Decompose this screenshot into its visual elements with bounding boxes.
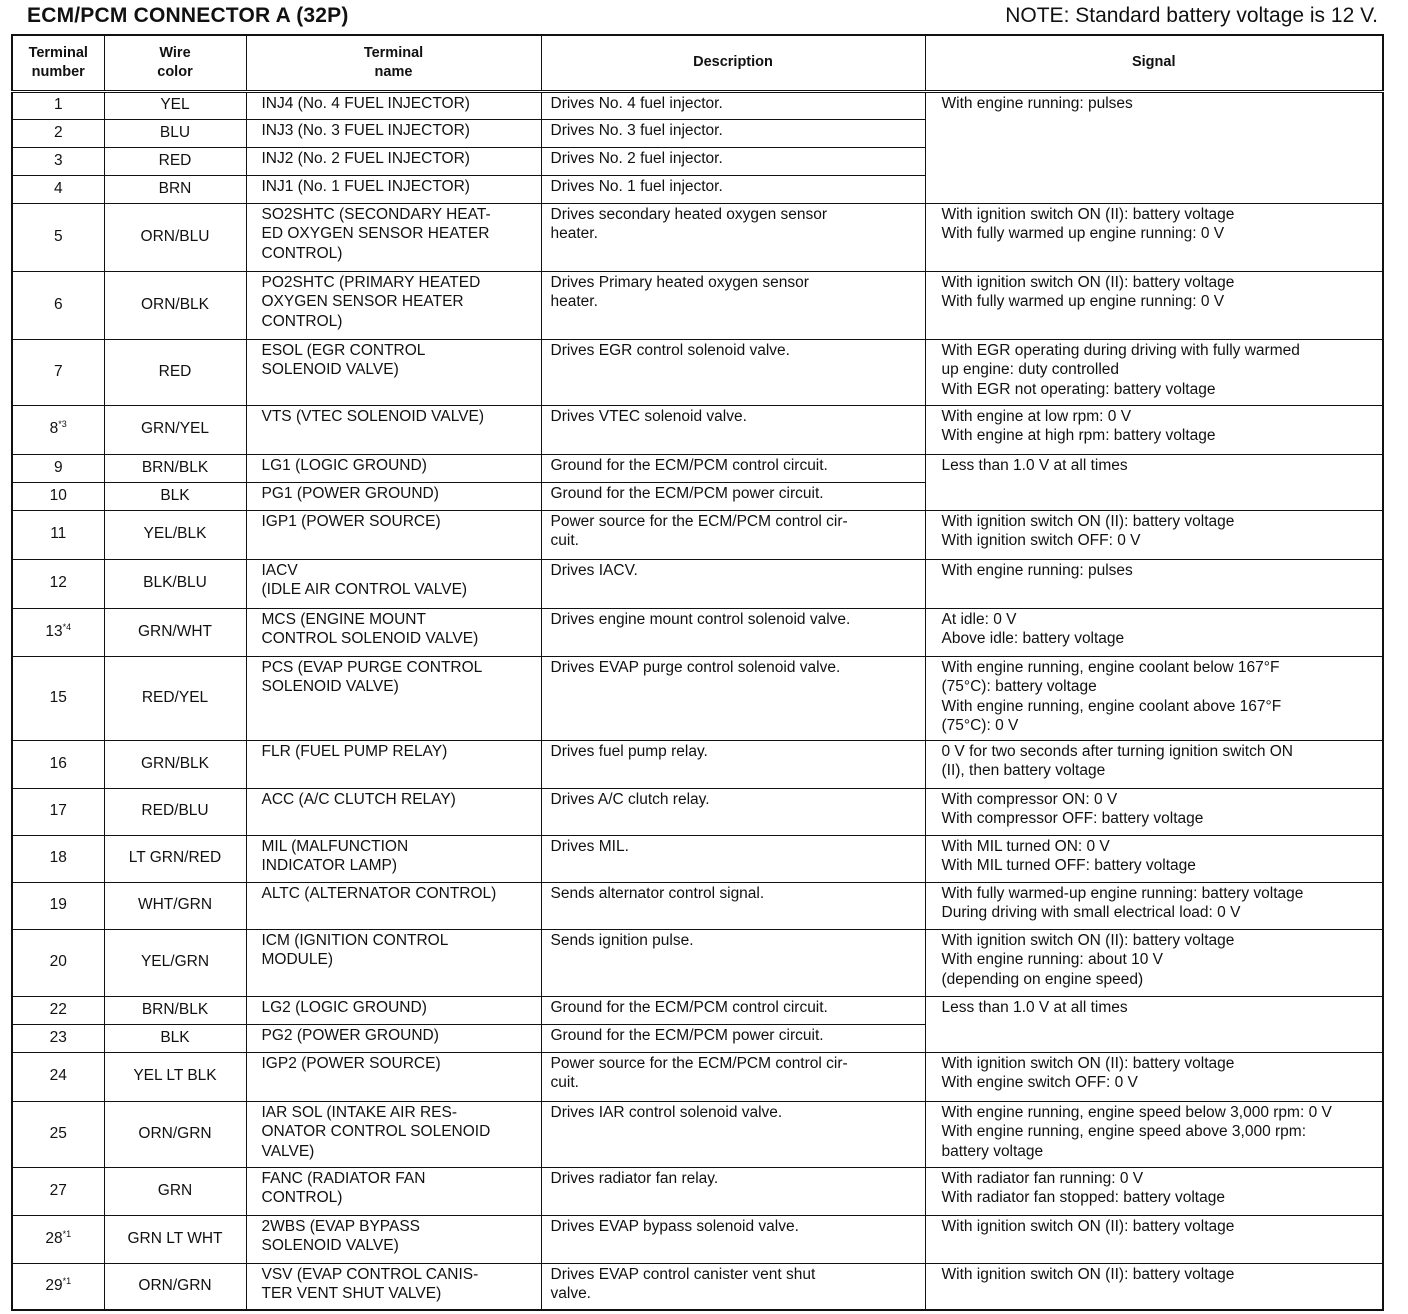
- description: Ground for the ECM/PCM control circuit.: [541, 454, 925, 482]
- description: Drives No. 1 fuel injector.: [541, 175, 925, 203]
- description: Ground for the ECM/PCM control circuit.: [541, 996, 925, 1024]
- terminal-name: LG1 (LOGIC GROUND): [246, 454, 541, 482]
- signal: At idle: 0 V Above idle: battery voltage: [925, 608, 1383, 656]
- terminal-number-cell: [12, 1263, 104, 1310]
- terminal-number-cell: [12, 996, 104, 1024]
- terminal-name: PCS (EVAP PURGE CONTROL SOLENOID VALVE): [246, 656, 541, 740]
- voltage-note: NOTE: Standard battery voltage is 12 V.: [1005, 4, 1378, 27]
- terminal-number: 11: [50, 525, 67, 543]
- description: Sends alternator control signal.: [541, 882, 925, 929]
- terminal-number-cell: [12, 405, 104, 454]
- terminal-name: ALTC (ALTERNATOR CONTROL): [246, 882, 541, 929]
- terminal-name: VTS (VTEC SOLENOID VALVE): [246, 405, 541, 454]
- table-row: [12, 996, 1383, 1024]
- table-body: [12, 91, 1383, 1310]
- connector-table: [11, 34, 1384, 1311]
- terminal-number-cell: [12, 1052, 104, 1101]
- description: Drives EVAP purge control solenoid valve.: [541, 656, 925, 740]
- description: Drives MIL.: [541, 835, 925, 882]
- wire-color: ORN/BLU: [104, 203, 246, 271]
- description: Drives secondary heated oxygen sensor heater.: [541, 203, 925, 271]
- table-row: [12, 510, 1383, 559]
- terminal-number-cell: [12, 1101, 104, 1167]
- wire-color: RED/BLU: [104, 788, 246, 835]
- table-row: [12, 339, 1383, 405]
- table-row: [12, 271, 1383, 339]
- terminal-name: FANC (RADIATOR FAN CONTROL): [246, 1167, 541, 1215]
- header-terminal-name: Terminal name: [246, 35, 541, 91]
- footnote-marker: *1: [62, 1228, 72, 1239]
- terminal-number: 12: [49, 574, 67, 592]
- signal: With MIL turned ON: 0 V With MIL turned OFF: battery voltage: [925, 835, 1383, 882]
- header-row: [12, 35, 1383, 91]
- terminal-name: SO2SHTC (SECONDARY HEAT- ED OXYGEN SENSOR HEATER CONTROL): [246, 203, 541, 271]
- signal: With ignition switch ON (II): battery voltage With ignition switch OFF: 0 V: [925, 510, 1383, 559]
- wire-color: ORN/BLK: [104, 271, 246, 339]
- signal: With compressor ON: 0 V With compressor OFF: battery voltage: [925, 788, 1383, 835]
- signal: With ignition switch ON (II): battery voltage With fully warmed up engine running: 0 V: [925, 203, 1383, 271]
- signal: With ignition switch ON (II): battery voltage With engine running: about 10 V (depending on engine speed): [925, 929, 1383, 996]
- wire-color: ORN/GRN: [104, 1263, 246, 1310]
- terminal-name: 2WBS (EVAP BYPASS SOLENOID VALVE): [246, 1215, 541, 1263]
- wire-color: WHT/GRN: [104, 882, 246, 929]
- terminal-number: 29: [45, 1277, 63, 1294]
- description: Drives A/C clutch relay.: [541, 788, 925, 835]
- signal: With engine running, engine coolant below 167°F (75°C): battery voltage With engine running, engine coolant above 167°F (75°C): 0 V: [925, 656, 1383, 740]
- terminal-number-cell: [12, 119, 104, 147]
- terminal-name: ACC (A/C CLUTCH RELAY): [246, 788, 541, 835]
- terminal-number-cell: [12, 656, 104, 740]
- terminal-number-cell: [12, 882, 104, 929]
- description: Drives fuel pump relay.: [541, 740, 925, 788]
- wire-color: RED/YEL: [104, 656, 246, 740]
- signal: With ignition switch ON (II): battery voltage: [925, 1263, 1383, 1310]
- terminal-name: INJ2 (No. 2 FUEL INJECTOR): [246, 147, 541, 175]
- table-row: [12, 788, 1383, 835]
- terminal-number: 23: [49, 1028, 67, 1046]
- terminal-name: IACV (IDLE AIR CONTROL VALVE): [246, 559, 541, 608]
- terminal-number-cell: [12, 175, 104, 203]
- signal: With engine running, engine speed below 3,000 rpm: 0 V With engine running, engine speed above 3,000 rpm: battery voltage: [925, 1101, 1383, 1167]
- description: Drives engine mount control solenoid valve.: [541, 608, 925, 656]
- description: Drives No. 2 fuel injector.: [541, 147, 925, 175]
- description: Drives EVAP bypass solenoid valve.: [541, 1215, 925, 1263]
- terminal-number-cell: [12, 608, 104, 656]
- terminal-name: INJ3 (No. 3 FUEL INJECTOR): [246, 119, 541, 147]
- wire-color: YEL: [104, 91, 246, 119]
- signal: With ignition switch ON (II): battery voltage: [925, 1215, 1383, 1263]
- description: Drives Primary heated oxygen sensor heater.: [541, 271, 925, 339]
- description: Power source for the ECM/PCM control cir- cuit.: [541, 510, 925, 559]
- description: Sends ignition pulse.: [541, 929, 925, 996]
- wire-color: BRN: [104, 175, 246, 203]
- terminal-number: 2: [53, 123, 63, 141]
- description: Drives IACV.: [541, 559, 925, 608]
- terminal-number-cell: [12, 510, 104, 559]
- terminal-number: 19: [49, 896, 67, 914]
- header-terminal-number: Terminal number: [12, 35, 104, 91]
- terminal-number-cell: [12, 835, 104, 882]
- wire-color: GRN/WHT: [104, 608, 246, 656]
- signal: With engine running: pulses: [925, 91, 1383, 203]
- wire-color: GRN/YEL: [104, 405, 246, 454]
- signal: With EGR operating during driving with fully warmed up engine: duty controlled With EGR not operating: battery voltage: [925, 339, 1383, 405]
- signal: With ignition switch ON (II): battery voltage With fully warmed up engine running: 0 V: [925, 271, 1383, 339]
- wire-color: BLK/BLU: [104, 559, 246, 608]
- wire-color: GRN: [104, 1167, 246, 1215]
- terminal-number-cell: [12, 91, 104, 119]
- terminal-number-cell: [12, 203, 104, 271]
- terminal-name: INJ1 (No. 1 FUEL INJECTOR): [246, 175, 541, 203]
- terminal-name: IAR SOL (INTAKE AIR RES- ONATOR CONTROL SOLENOID VALVE): [246, 1101, 541, 1167]
- terminal-number-cell: [12, 929, 104, 996]
- terminal-number: 24: [49, 1067, 67, 1085]
- terminal-number-cell: [12, 1167, 104, 1215]
- terminal-number: 25: [49, 1124, 67, 1142]
- wire-color: BRN/BLK: [104, 454, 246, 482]
- terminal-name: MCS (ENGINE MOUNT CONTROL SOLENOID VALVE): [246, 608, 541, 656]
- signal: With radiator fan running: 0 V With radiator fan stopped: battery voltage: [925, 1167, 1383, 1215]
- wire-color: GRN LT WHT: [104, 1215, 246, 1263]
- terminal-number: 27: [49, 1181, 67, 1199]
- terminal-name: MIL (MALFUNCTION INDICATOR LAMP): [246, 835, 541, 882]
- terminal-number: 8: [49, 420, 59, 438]
- wire-color: BRN/BLK: [104, 996, 246, 1024]
- terminal-number: 16: [49, 754, 67, 772]
- terminal-number-cell: [12, 1215, 104, 1263]
- signal: With fully warmed-up engine running: battery voltage During driving with small electrical load: 0 V: [925, 882, 1383, 929]
- terminal-number-cell: [12, 454, 104, 482]
- terminal-number: 3: [53, 151, 63, 169]
- table-row: [12, 203, 1383, 271]
- description: Ground for the ECM/PCM power circuit.: [541, 482, 925, 510]
- signal: Less than 1.0 V at all times: [925, 454, 1383, 510]
- footnote-marker: *3: [58, 419, 67, 430]
- header-wire-color: Wire color: [104, 35, 246, 91]
- signal: With engine at low rpm: 0 V With engine at high rpm: battery voltage: [925, 405, 1383, 454]
- table-row: [12, 1263, 1383, 1310]
- table-row: [12, 559, 1383, 608]
- table-row: [12, 1101, 1383, 1167]
- terminal-number: 6: [53, 295, 63, 313]
- wire-color: YEL/GRN: [104, 929, 246, 996]
- table-row: [12, 1215, 1383, 1263]
- signal: 0 V for two seconds after turning ignition switch ON (II), then battery voltage: [925, 740, 1383, 788]
- terminal-number-cell: [12, 271, 104, 339]
- table-row: [12, 405, 1383, 454]
- description: Drives EVAP control canister vent shut valve.: [541, 1263, 925, 1310]
- terminal-number: 15: [49, 688, 67, 706]
- terminal-number: 4: [53, 179, 63, 197]
- wire-color: BLK: [104, 1024, 246, 1052]
- description: Drives IAR control solenoid valve.: [541, 1101, 925, 1167]
- wire-color: RED: [104, 147, 246, 175]
- table-row: [12, 454, 1383, 482]
- wire-color: YEL LT BLK: [104, 1052, 246, 1101]
- terminal-name: ESOL (EGR CONTROL SOLENOID VALVE): [246, 339, 541, 405]
- terminal-number-cell: [12, 788, 104, 835]
- terminal-number: 10: [49, 486, 67, 504]
- table-row: [12, 882, 1383, 929]
- terminal-name: PG1 (POWER GROUND): [246, 482, 541, 510]
- terminal-name: PO2SHTC (PRIMARY HEATED OXYGEN SENSOR HEATER CONTROL): [246, 271, 541, 339]
- page-header: [0, 0, 1408, 34]
- wire-color: YEL/BLK: [104, 510, 246, 559]
- terminal-name: IGP1 (POWER SOURCE): [246, 510, 541, 559]
- terminal-number: 22: [49, 1000, 67, 1018]
- terminal-number-cell: [12, 339, 104, 405]
- terminal-number: 9: [53, 458, 63, 476]
- terminal-number: 28: [45, 1229, 63, 1247]
- table-row: [12, 740, 1383, 788]
- terminal-number: 5: [53, 227, 63, 245]
- signal: With ignition switch ON (II): battery voltage With engine switch OFF: 0 V: [925, 1052, 1383, 1101]
- terminal-number-cell: [12, 147, 104, 175]
- description: Power source for the ECM/PCM control cir- cuit.: [541, 1052, 925, 1101]
- terminal-name: ICM (IGNITION CONTROL MODULE): [246, 929, 541, 996]
- wire-color: LT GRN/RED: [104, 835, 246, 882]
- description: Drives EGR control solenoid valve.: [541, 339, 925, 405]
- table-row: [12, 91, 1383, 119]
- terminal-number: 13: [45, 622, 63, 640]
- description: Ground for the ECM/PCM power circuit.: [541, 1024, 925, 1052]
- terminal-number: 17: [49, 802, 67, 820]
- terminal-name: PG2 (POWER GROUND): [246, 1024, 541, 1052]
- table-row: [12, 656, 1383, 740]
- page-title: ECM/PCM CONNECTOR A (32P): [27, 4, 349, 27]
- terminal-name: FLR (FUEL PUMP RELAY): [246, 740, 541, 788]
- footnote-marker: *4: [62, 621, 72, 632]
- description: Drives radiator fan relay.: [541, 1167, 925, 1215]
- terminal-name: INJ4 (No. 4 FUEL INJECTOR): [246, 91, 541, 119]
- header-description: Description: [541, 35, 925, 91]
- signal: With engine running: pulses: [925, 559, 1383, 608]
- wire-color: BLK: [104, 482, 246, 510]
- terminal-number-cell: [12, 482, 104, 510]
- terminal-number: 7: [53, 362, 63, 380]
- table-row: [12, 929, 1383, 996]
- terminal-number-cell: [12, 559, 104, 608]
- wire-color: BLU: [104, 119, 246, 147]
- terminal-number-cell: [12, 1024, 104, 1052]
- terminal-name: LG2 (LOGIC GROUND): [246, 996, 541, 1024]
- table-row: [12, 1052, 1383, 1101]
- terminal-number-cell: [12, 740, 104, 788]
- table-row: [12, 1167, 1383, 1215]
- wire-color: GRN/BLK: [104, 740, 246, 788]
- description: Drives VTEC solenoid valve.: [541, 405, 925, 454]
- terminal-name: VSV (EVAP CONTROL CANIS- TER VENT SHUT VALVE): [246, 1263, 541, 1310]
- header-signal: Signal: [925, 35, 1383, 91]
- wire-color: ORN/GRN: [104, 1101, 246, 1167]
- terminal-number: 20: [49, 953, 67, 971]
- description: Drives No. 3 fuel injector.: [541, 119, 925, 147]
- table-row: [12, 835, 1383, 882]
- signal: Less than 1.0 V at all times: [925, 996, 1383, 1052]
- terminal-name: IGP2 (POWER SOURCE): [246, 1052, 541, 1101]
- description: Drives No. 4 fuel injector.: [541, 91, 925, 119]
- terminal-number: 18: [49, 849, 67, 867]
- wire-color: RED: [104, 339, 246, 405]
- table-row: [12, 608, 1383, 656]
- terminal-number: 1: [53, 96, 63, 114]
- footnote-marker: *1: [62, 1275, 72, 1286]
